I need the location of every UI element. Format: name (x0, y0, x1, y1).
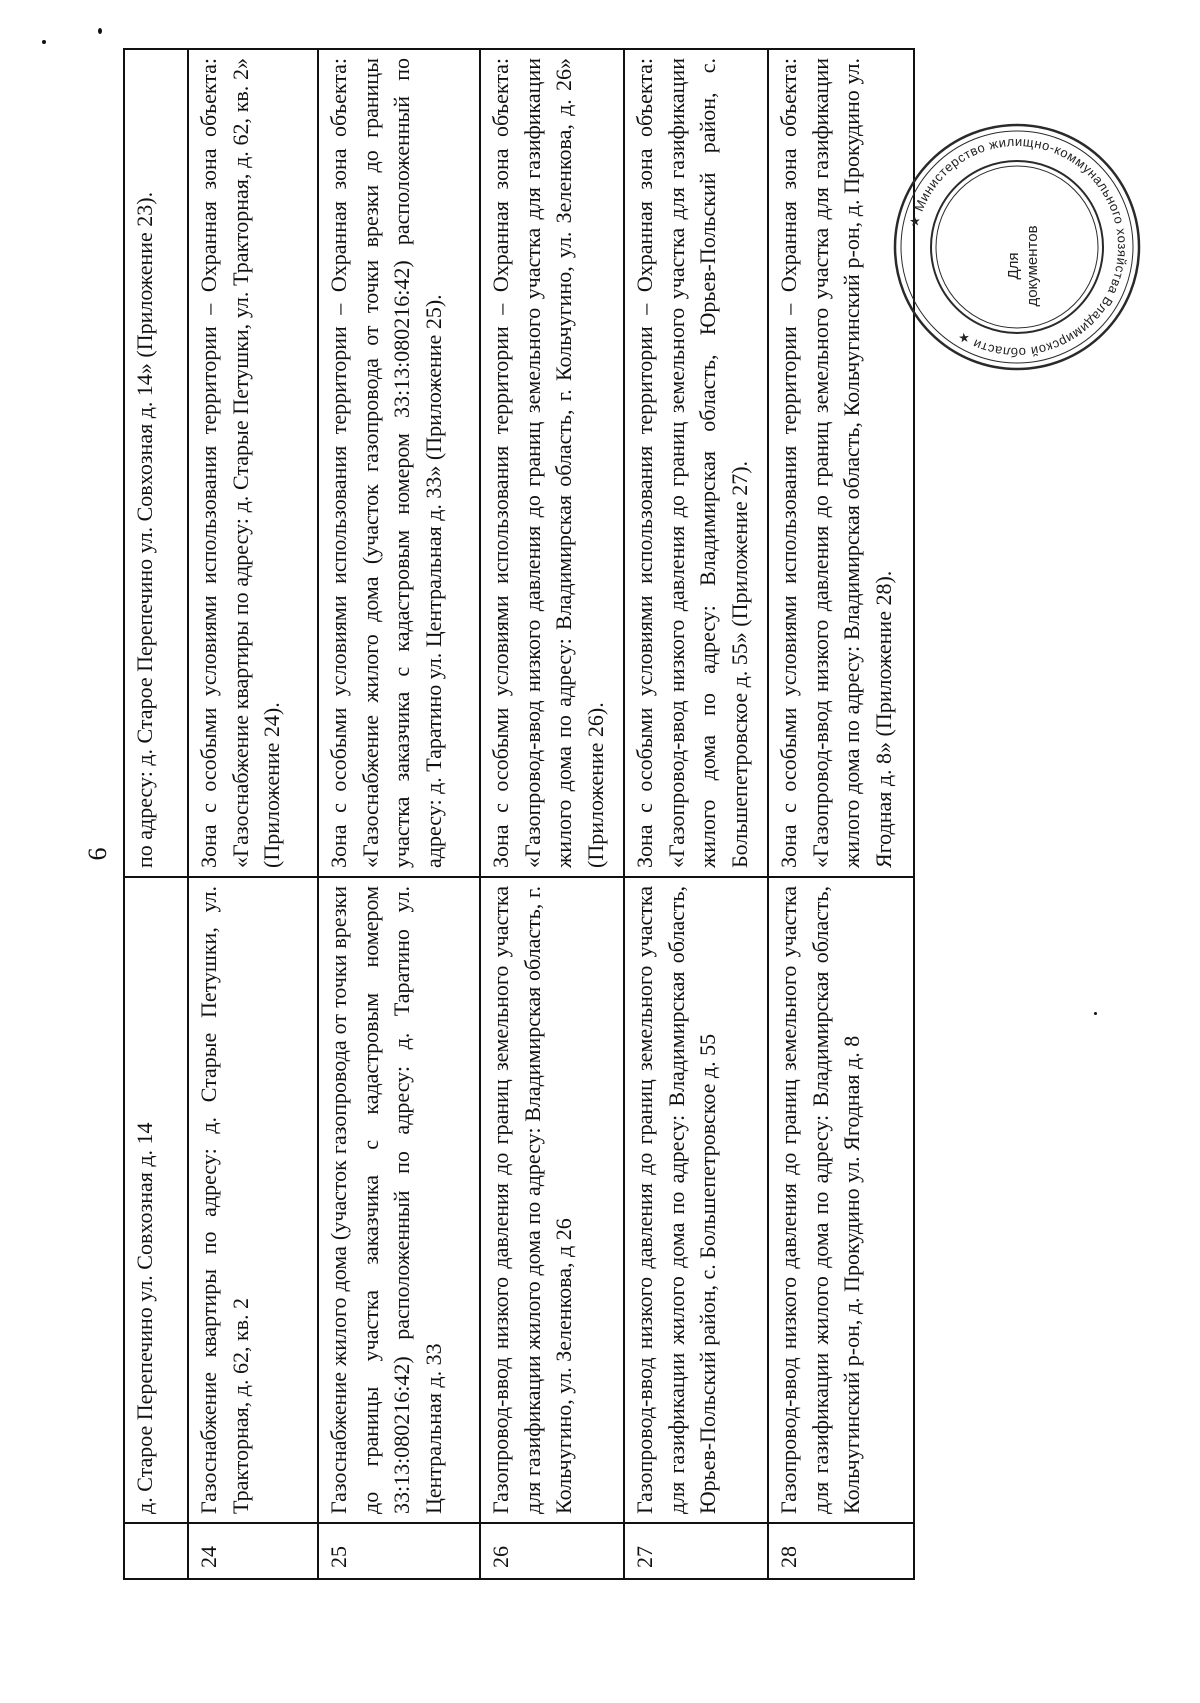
svg-text:★ Министерство жилищно-коммуна: ★ Министерство жилищно-коммунального хозяйства Владимирской области ★ (905, 133, 1131, 361)
row-number: 26 (480, 1523, 624, 1579)
zone-description-cell: по адресу: д. Старое Перепечино ул. Совхозная д. 14» (Приложение 23). (124, 49, 188, 877)
row-number: 28 (768, 1523, 914, 1579)
row-number (124, 1523, 188, 1579)
zones-table (123, 48, 915, 1580)
scan-speck (98, 28, 102, 34)
row-number: 27 (624, 1523, 768, 1579)
table-row (624, 49, 768, 1579)
scan-speck (1094, 1012, 1097, 1015)
row-number: 25 (318, 1523, 480, 1579)
table-row (124, 49, 188, 1579)
zone-description-cell: Зона с особыми условиями использования территории – Охранная зона объекта: «Газопровод-ввод низкого давления до границ земельного участка для газификации жилого дома по адресу: Владимирская область, г. Кольчугино, ул. Зеленкова, д. 26» (Приложение 26). (480, 49, 624, 877)
zone-description-cell: Зона с особыми условиями использования территории – Охранная зона объекта: «Газопровод-ввод низкого давления до границ земельного участка для газификации жилого дома по адресу: Владимирская область, Юрьев-Польский район, с. Большепетровское д. 55» (Приложение 27). (624, 49, 768, 877)
object-name-cell: д. Старое Перепечино ул. Совхозная д. 14 (124, 877, 188, 1523)
row-number: 24 (188, 1523, 318, 1579)
object-name-cell: Газопровод-ввод низкого давления до границ земельного участка для газификации жилого дома по адресу: Владимирская область, Юрьев-Польский район, с. Большепетровское д. 55 (624, 877, 768, 1523)
stamp-line: Для (1005, 252, 1022, 280)
object-name-cell: Газопровод-ввод низкого давления до границ земельного участка для газификации жилого дома по адресу: Владимирская область, Кольчугинский р-он, д. Прокудино ул. Ягодная д. 8 (768, 877, 914, 1523)
table-row (188, 49, 318, 1579)
scan-speck (42, 40, 46, 44)
stamp-line: документов (1024, 225, 1041, 307)
zone-description-cell: Зона с особыми условиями использования территории – Охранная зона объекта: «Газоснабжение жилого дома (участок газопровода от точки врезки до границы участка заказчика с кадастровым номером 33:13:080216:42) расположенный по адресу: д. Таратино ул. Центральная д. 33» (Приложение 25). (318, 49, 480, 877)
table-row (318, 49, 480, 1579)
object-name-cell: Газопровод-ввод низкого давления до границ земельного участка для газификации жилого дома по адресу: Владимирская область, г. Кольчугино, ул. Зеленкова, д 26 (480, 877, 624, 1523)
stamp-center-text (1003, 225, 1043, 307)
object-name-cell: Газоснабжение жилого дома (участок газопровода от точки врезки до границы участка заказчика с кадастровым номером 33:13:080216:42) расположенный по адресу: д. Таратино ул. Центральная д. 33 (318, 877, 480, 1523)
zone-description-cell: Зона с особыми условиями использования территории – Охранная зона объекта: «Газоснабжение квартиры по адресу: д. Старые Петушки, ул. Тракторная, д. 62, кв. 2» (Приложение 24). (188, 49, 318, 877)
zones-table-wrapper (123, 50, 913, 1580)
object-name-cell: Газоснабжение квартиры по адресу: д. Старые Петушки, ул. Тракторная, д. 62, кв. 2 (188, 877, 318, 1523)
table-row (480, 49, 624, 1579)
page-number: 6 (83, 847, 112, 861)
zone-description-cell: Зона с особыми условиями использования территории – Охранная зона объекта: «Газопровод-ввод низкого давления до границ земельного участка для газификации жилого дома по адресу: Владимирская область, Кольчугинский р-он, д. Прокудино ул. Ягодная д. 8» (Приложение 28). (768, 49, 914, 877)
